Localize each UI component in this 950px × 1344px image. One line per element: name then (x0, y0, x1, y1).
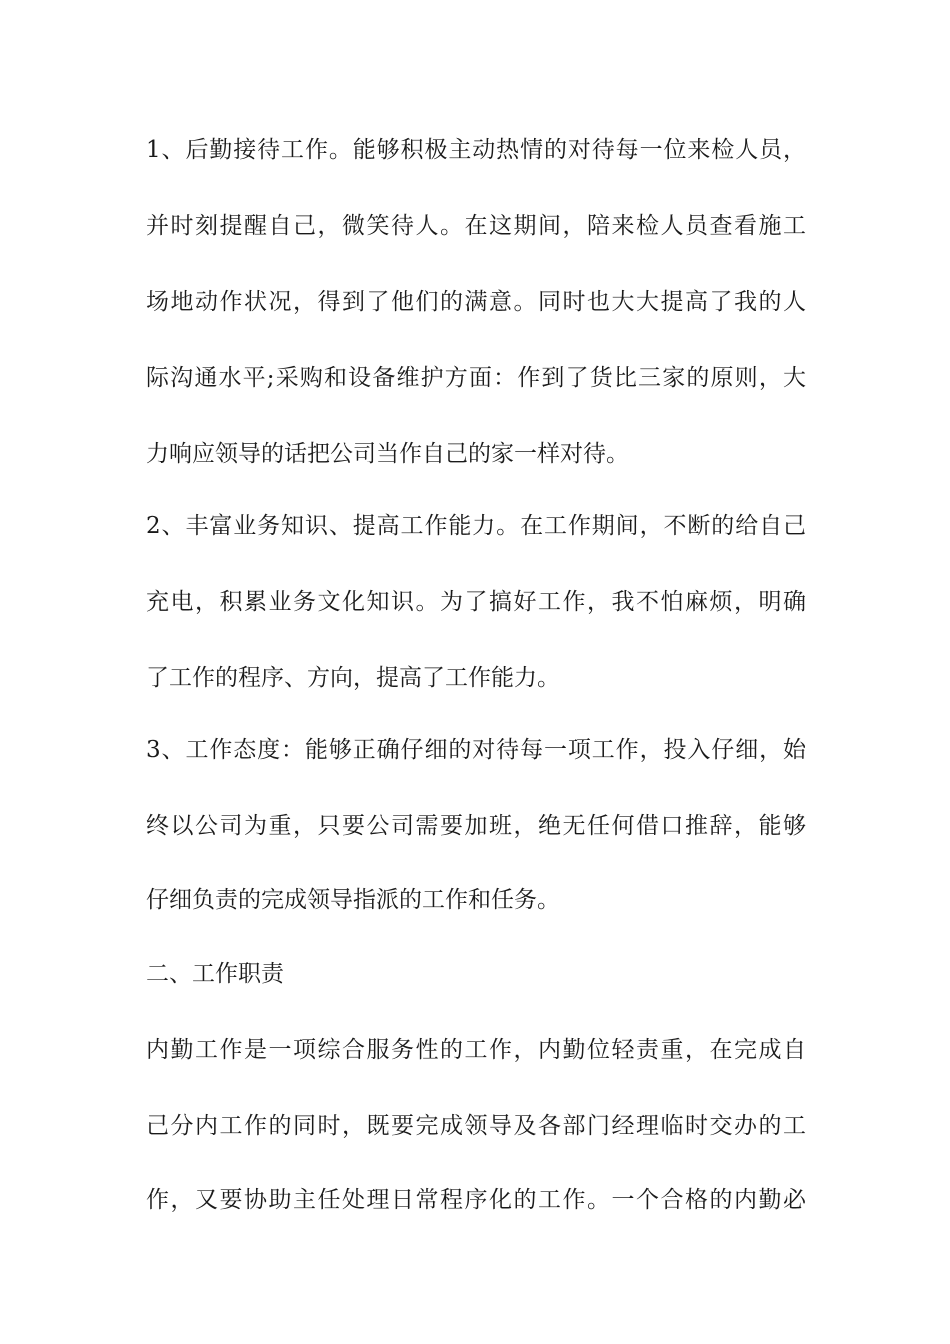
text-line: 了工作的程序、方向，提高了工作能力。 (146, 665, 560, 691)
text-line: 2、丰富业务知识、提高工作能力。在工作期间，不断的给自己 (146, 513, 806, 539)
text-line: 己分内工作的同时，既要完成领导及各部门经理临时交办的工 (146, 1113, 806, 1139)
text-line: 1、后勤接待工作。能够积极主动热情的对待每一位来检人员， (146, 137, 806, 163)
text-line: 仔细负责的完成领导指派的工作和任务。 (146, 887, 560, 913)
text-line: 力响应领导的话把公司当作自己的家一样对待。 (146, 441, 629, 467)
text-line: 作，又要协助主任处理日常程序化的工作。一个合格的内勤必 (146, 1187, 806, 1213)
text-line: 终以公司为重，只要公司需要加班，绝无任何借口推辞，能够 (146, 813, 806, 839)
text-line: 并时刻提醒自己，微笑待人。在这期间，陪来检人员查看施工 (146, 213, 806, 239)
text-line: 场地动作状况，得到了他们的满意。同时也大大提高了我的人 (146, 289, 806, 315)
text-line: 内勤工作是一项综合服务性的工作，内勤位轻责重，在完成自 (146, 1037, 806, 1063)
text-line: 际沟通水平;采购和设备维护方面：作到了货比三家的原则，大 (146, 365, 806, 391)
section-heading: 二、工作职责 (146, 961, 284, 987)
text-line: 3、工作态度：能够正确仔细的对待每一项工作，投入仔细，始 (146, 737, 806, 763)
text-line: 充电，积累业务文化知识。为了搞好工作，我不怕麻烦，明确 (146, 589, 806, 615)
